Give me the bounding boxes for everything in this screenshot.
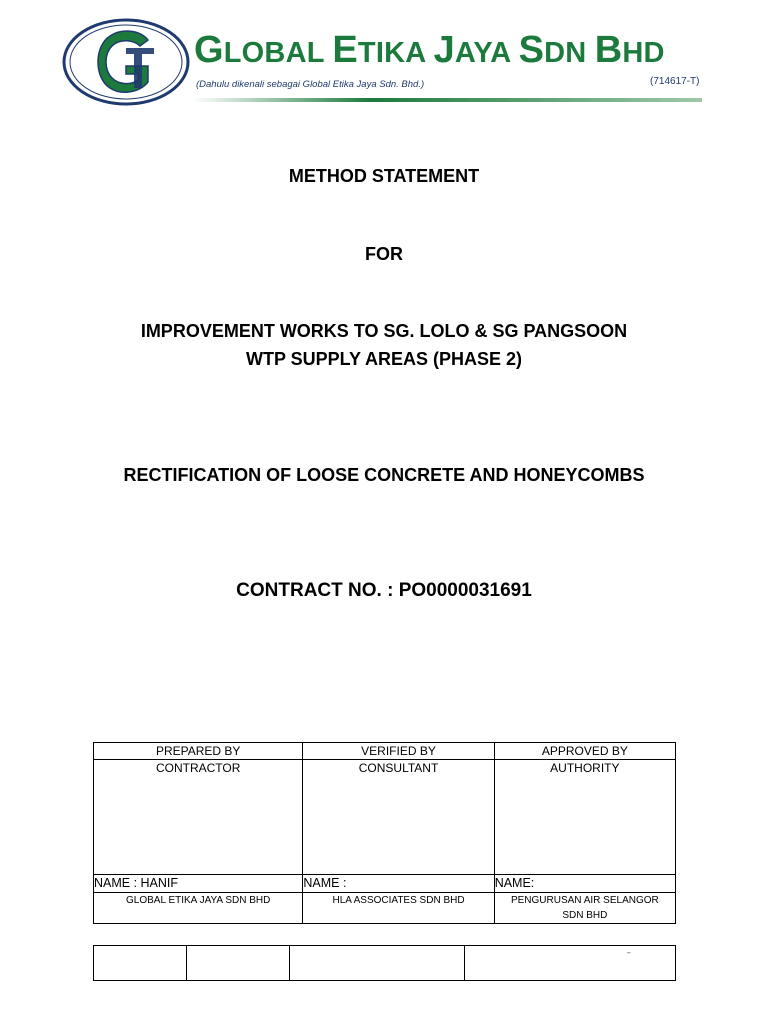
contractor-name: NAME : HANIF (94, 875, 303, 893)
footer-row (94, 946, 676, 981)
document-title: METHOD STATEMENT (288, 166, 480, 186)
consultant-label: CONSULTANT (358, 761, 439, 775)
footer-cell (465, 946, 676, 981)
company-logo (62, 18, 192, 108)
former-company-name: (Dahulu dikenali sebagai Global Etika Jaya Sdn. Bhd.) (196, 79, 425, 90)
footer-table (93, 945, 676, 981)
consultant-name: NAME : (303, 875, 494, 893)
contractor-organization: GLOBAL ETIKA JAYA SDN BHD (94, 893, 303, 924)
name-row (94, 875, 676, 893)
organization-row (94, 893, 676, 924)
letterhead (62, 18, 712, 110)
authority-organization-line-2: SDN BHD (562, 910, 608, 921)
footer-mark: – (626, 948, 631, 958)
role-row (94, 743, 676, 760)
project-title-line-1: IMPROVEMENT WORKS TO SG. LOLO & SG PANGSOON (140, 321, 628, 341)
project-title (0, 317, 768, 373)
consultant-organization: HLA ASSOCIATES SDN BHD (303, 893, 494, 924)
prepared-by-label: PREPARED BY (94, 743, 303, 760)
signature-table (93, 742, 676, 924)
project-title-line-2: WTP SUPPLY AREAS (PHASE 2) (245, 349, 523, 369)
authority-organization-line-1: PENGURUSAN AIR SELANGOR (510, 895, 659, 906)
signature-space-row (94, 760, 676, 875)
company-name: GLOBAL ETIKA JAYA SDN BHD (194, 29, 665, 71)
contract-number: CONTRACT NO. : PO0000031691 (236, 580, 532, 601)
footer-cell (94, 946, 187, 981)
header-divider (192, 98, 702, 102)
authority-organization (494, 893, 675, 924)
footer-cell (187, 946, 290, 981)
verified-by-label: VERIFIED BY (303, 743, 494, 760)
authority-label: AUTHORITY (550, 761, 620, 775)
authority-signature-cell (494, 760, 675, 875)
consultant-signature-cell (303, 760, 494, 875)
scope-title: RECTIFICATION OF LOOSE CONCRETE AND HONEYCOMBS (123, 465, 645, 485)
authority-name: NAME: (494, 875, 675, 893)
for-label: FOR (365, 244, 403, 264)
approved-by-label: APPROVED BY (494, 743, 675, 760)
contractor-signature-cell (94, 760, 303, 875)
contractor-label: CONTRACTOR (155, 761, 241, 775)
footer-cell (290, 946, 465, 981)
registration-number: (714617-T) (650, 76, 700, 87)
